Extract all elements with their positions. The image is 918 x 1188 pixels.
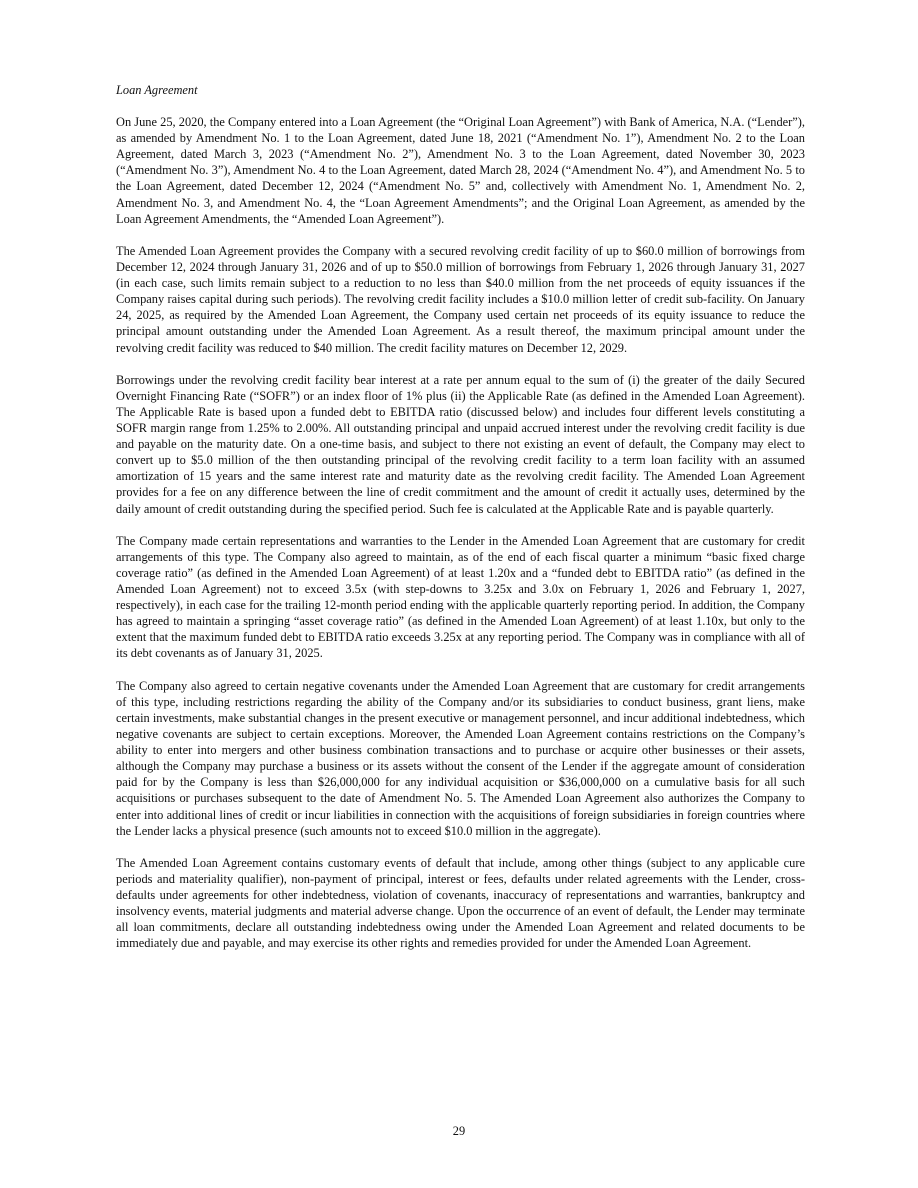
paragraph-events-of-default: The Amended Loan Agreement contains customary events of default that include, among other things (subject to any applicable cure periods and materiality qualifier), non-payment of principal, interest or fees, defaults under related agreements with the Lender, cross-defaults under agreements for other indebtedness, violation of covenants, inaccuracy of representations and warranties, bankruptcy and insolvency events, material judgments and material adverse change. Upon the occurrence of an event of default, the Lender may terminate all loan commitments, declare all outstanding indebtedness owing under the Amended Loan Agreement and related documents to be immediately due and payable, and may exercise its other rights and remedies provided for under the Amended Loan Agreement. <box>116 855 805 951</box>
paragraph-negative-covenants: The Company also agreed to certain negative covenants under the Amended Loan Agreement that are customary for credit arrangements of this type, including restrictions regarding the ability of the Company and/or its subsidiaries to conduct business, grant liens, make certain investments, make substantial changes in the present executive or management personnel, and incur additional indebtedness, which negative covenants are subject to certain exceptions. Moreover, the Amended Loan Agreement contains restrictions on the Company’s ability to enter into mergers and other business combination transactions and to purchase or acquire other businesses or their assets, although the Company may purchase a business or its assets without the consent of the Lender if the aggregate amount of consideration paid for by the Company is less than $26,000,000 for any individual acquisition or $36,000,000 on a cumulative basis for all such acquisitions or purchases subsequent to the date of Amendment No. 5. The Amended Loan Agreement also authorizes the Company to enter into additional lines of credit or incur liabilities in connection with the acquisitions of foreign subsidiaries in foreign countries where the Lender lacks a physical presence (such amounts not to exceed $10.0 million in the aggregate). <box>116 678 805 838</box>
section-heading: Loan Agreement <box>116 83 198 97</box>
paragraph-interest-rate: Borrowings under the revolving credit facility bear interest at a rate per annum equal to the sum of (i) the greater of the daily Secured Overnight Financing Rate (“SOFR”) or an index floor of 1% plus (ii) the Applicable Rate (as defined in the Amended Loan Agreement). The Applicable Rate is based upon a funded debt to EBITDA ratio (discussed below) and includes four different levels constituting a SOFR margin range from 1.25% to 2.00%. All outstanding principal and unpaid accrued interest under the revolving credit facility is due and payable on the maturity date. On a one-time basis, and subject to there not existing an event of default, the Company may elect to convert up to $5.0 million of the then outstanding principal of the revolving credit facility to a term loan facility with an assumed amortization of 15 years and the same interest rate and maturity date as the revolving credit facility. The Amended Loan Agreement provides for a fee on any difference between the line of credit commitment and the amount of credit it actually uses, determined by the daily amount of credit outstanding during the specified period. Such fee is calculated at the Applicable Rate and is payable quarterly. <box>116 372 805 516</box>
document-page <box>116 82 805 968</box>
paragraph-original-loan-agreement: On June 25, 2020, the Company entered into a Loan Agreement (the “Original Loan Agreement”) with Bank of America, N.A. (“Lender”), as amended by Amendment No. 1 to the Loan Agreement, dated June 18, 2021 (“Amendment No. 1”), Amendment No. 2 to the Loan Agreement, dated March 3, 2023 (“Amendment No. 2”), Amendment No. 3 to the Loan Agreement, dated November 30, 2023 (“Amendment No. 3”), Amendment No. 4 to the Loan Agreement, dated March 28, 2024 (“Amendment No. 4”), and Amendment No. 5 to the Loan Agreement, dated December 12, 2024 (“Amendment No. 5” and, collectively with Amendment No. 1, Amendment No. 2, Amendment No. 3, and Amendment No. 4, the “Loan Agreement Amendments”; and the Original Loan Agreement, as amended by the Loan Agreement Amendments, the “Amended Loan Agreement”). <box>116 115 805 226</box>
paragraph-revolving-credit-facility: The Amended Loan Agreement provides the Company with a secured revolving credit facility of up to $60.0 million of borrowings from December 12, 2024 through January 31, 2026 and of up to $50.0 million of borrowings from February 1, 2026 through January 31, 2027 (in each case, such limits remain subject to a reduction to no less than $40.0 million from the net proceeds of equity issuances if the Company raises capital during such periods). The revolving credit facility includes a $10.0 million letter of credit sub-facility. On January 24, 2025, as required by the Amended Loan Agreement, the Company used certain net proceeds of its equity issuance to reduce the principal amount outstanding under the Amended Loan Agreement. As a result thereof, the maximum principal amount under the revolving credit facility was reduced to $40 million. The credit facility matures on December 12, 2029. <box>116 243 805 355</box>
page-number: 29 <box>452 1124 466 1138</box>
paragraph-representations-covenants: The Company made certain representations and warranties to the Lender in the Amended Loan Agreement that are customary for credit arrangements of this type. The Company also agreed to maintain, as of the end of each fiscal quarter a minimum “basic fixed charge coverage ratio” (as defined in the Amended Loan Agreement) of at least 1.20x and a “funded debt to EBITDA ratio” (as defined in the Amended Loan Agreement) not to exceed 3.5x (with step-downs to 3.25x and 3.0x on February 1, 2026 and February 1, 2027, respectively), in each case for the trailing 12-month period ending with the applicable quarterly reporting period. In addition, the Company has agreed to maintain a springing “asset coverage ratio” (as defined in the Amended Loan Agreement) of at least 1.10x, but only to the extent that the maximum funded debt to EBITDA ratio exceeds 3.25x at any reporting period. The Company was in compliance with all of its debt covenants as of January 31, 2025. <box>116 533 805 661</box>
